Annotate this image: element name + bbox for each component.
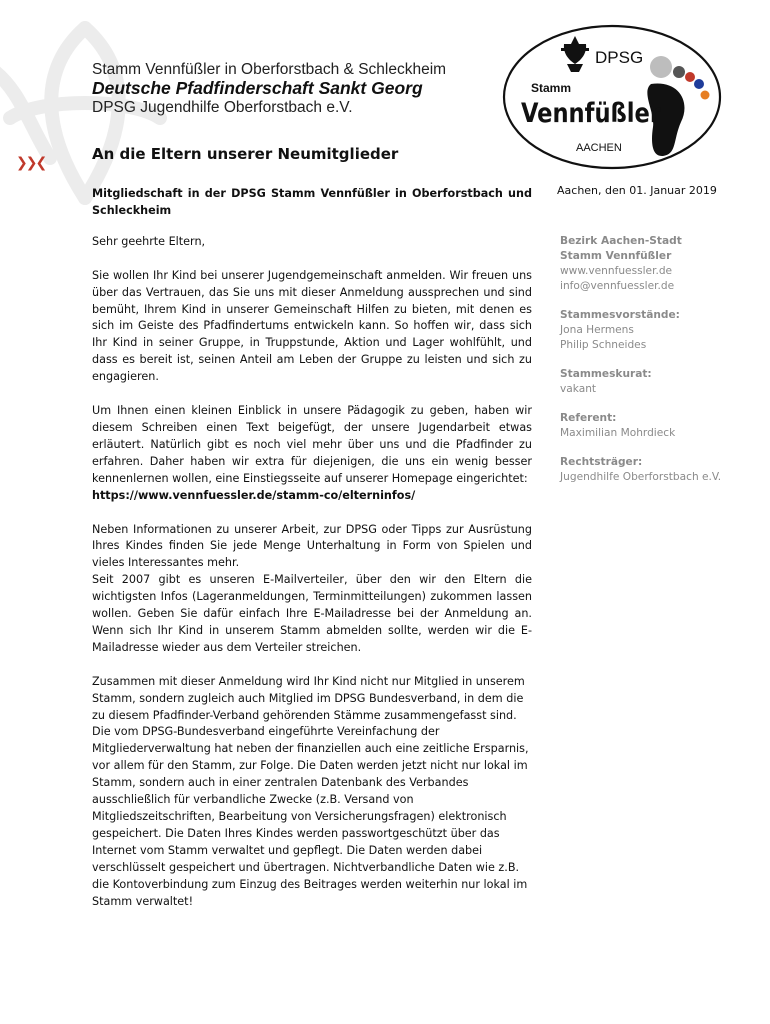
paragraph-intro: Sie wollen Ihr Kind bei unserer Jugendgemeinschaft anmelden. Wir freuen uns über das Vertrauen, das Sie uns mit dieser Anmeldung aussprechen und sind bemüht, Ihrem Kind in unserer Gemeinschaft Hilfen zu bieten, mit denen es sich im Geiste des Pfadfindertums entwickeln kann. So hoffen wir, dass sich Ihr Kind in seiner Gruppe, in Truppstunde, Aktion und Lager wohlfühlt, und dass es bereit ist, seinen Anteil am Leben der Gruppe zu leisten und sich zu engagieren. [92,268,532,384]
sidebar-traeger-label: Rechtsträger: [560,456,643,468]
sidebar-referent-value: Maximilian Mohrdieck [560,427,676,439]
paragraph-pedagogy: Um Ihnen einen kleinen Einblick in unsere Pädagogik zu geben, haben wir diesem Schreiben einen Text beigefügt, der unsere Jugendarbeit etwas erläutert. Natürlich gibt es noch viel mehr über uns und die Pfadfinder zu erfahren. Daher haben wir extra für diejenigen, die uns ein wenig besser kennenlernen wollen, eine Einstiegsseite auf unserer Homepage eingerichtet: [92,404,532,485]
sidebar-kurat-label: Stammeskurat: [560,368,652,380]
sidebar-stamm: Stamm Vennfüßler [560,250,672,262]
logo-dpsg-text: DPSG [595,48,644,67]
letter-title: An die Eltern unserer Neumitglieder [92,145,399,163]
logo-stamm-text: Stamm [531,81,572,95]
footprint-dot-icon [701,91,710,100]
sidebar-contact [560,234,760,499]
sidebar-leaders-label: Stammesvorstände: [560,309,680,321]
sidebar-email-link[interactable]: info@vennfuessler.de [560,280,675,292]
paragraph-information: Neben Informationen zu unserer Arbeit, zur DPSG oder Tipps zur Ausrüstung Ihres Kindes finden Sie jede Menge Unterhaltung in Form von Spielen und vieles Interessantes mehr. [92,522,532,570]
sidebar-leader-name: Philip Schneides [560,339,647,351]
sidebar-district: Bezirk Aachen-Stadt [560,235,682,247]
sidebar-group-leaders [560,308,760,353]
org-line-3: DPSG Jugendhilfe Oberforstbach e.V. [92,99,353,116]
logo-name-text: Vennfüßler [521,98,662,129]
sidebar-website-link[interactable]: www.vennfuessler.de [560,265,673,277]
logo-city-text: AACHEN [576,142,622,154]
organization-header [92,60,446,117]
letter-subject: Mitgliedschaft in der DPSG Stamm Vennfüßler in Oberforstbach und Schleckheim [92,187,532,217]
footprint-dot-icon [685,72,695,82]
homepage-link[interactable]: https://www.vennfuessler.de/stamm-co/elterninfos/ [92,488,416,502]
letter-body [92,186,532,910]
paragraph-membership: Zusammen mit dieser Anmeldung wird Ihr Kind nicht nur Mitglied in unserem Stamm, sondern zugleich auch Mitglied im DPSG Bundesverband, in dem die zu diesem Pfadfinder-Verband gehörenden Stämme zusammengefasst sind. Die vom DPSG-Bundesverband eingeführte Vereinfachung der Mitgliederverwaltung hat neben der finanziellen auch eine zeitliche Ersparnis, vor allem für den Stamm, zur Folge. Die Daten werden jetzt nicht nur lokal im Stamm, sondern auch in einer zentralen Datenbank des Verbandes ausschließlich für verbandliche Zwecke (z.B. Versand von Mitgliedszeitschriften, Bearbeitung von Versicherungsfragen) elektronisch gespeichert. Die Daten Ihres Kindes werden passwortgeschützt über das Internet vom Stamm verwaltet und gepflegt. Die Daten werden dabei verschlüsselt gespeichert und übertragen. Nichtverbandliche Daten wie z.B. die Kontoverbindung zum Einzug des Beitrages werden weiterhin nur lokal im Stamm verwaltet! [92,674,529,908]
sidebar-group-referent [560,411,760,441]
fold-mark-icon: ❯❯❮ [16,155,46,171]
sidebar-group-contact [560,234,760,294]
footprint-dot-icon [694,79,704,89]
letter-greeting: Sehr geehrte Eltern, [92,234,206,248]
sidebar-kurat-value: vakant [560,383,597,395]
sidebar-group-traeger [560,455,760,485]
sidebar-referent-label: Referent: [560,412,617,424]
vennfuessler-logo [501,22,723,172]
footprint-dot-icon [673,66,685,78]
letter-date: Aachen, den 01. Januar 2019 [557,184,717,197]
paragraph-mailinglist: Seit 2007 gibt es unseren E-Mailverteiler, über den wir den Eltern die wichtigsten Infos (Lageranmeldungen, Terminmitteilungen) zukommen lassen wollen. Geben Sie dafür einfach Ihre E-Mailadresse bei der Anmeldung an. Wenn sich Ihr Kind in unserem Stamm abmelden sollte, werden wir die E-Mailadresse wieder aus dem Verteiler streichen. [92,573,532,654]
org-line-2: Deutsche Pfadfinderschaft Sankt Georg [92,78,423,98]
sidebar-group-kurat [560,367,760,397]
footprint-dot-icon [650,56,672,78]
sidebar-traeger-value: Jugendhilfe Oberforstbach e.V. [560,471,722,483]
org-line-1: Stamm Vennfüßler in Oberforstbach & Schleckheim [92,61,447,78]
sidebar-leader-name: Jona Hermens [560,324,634,336]
